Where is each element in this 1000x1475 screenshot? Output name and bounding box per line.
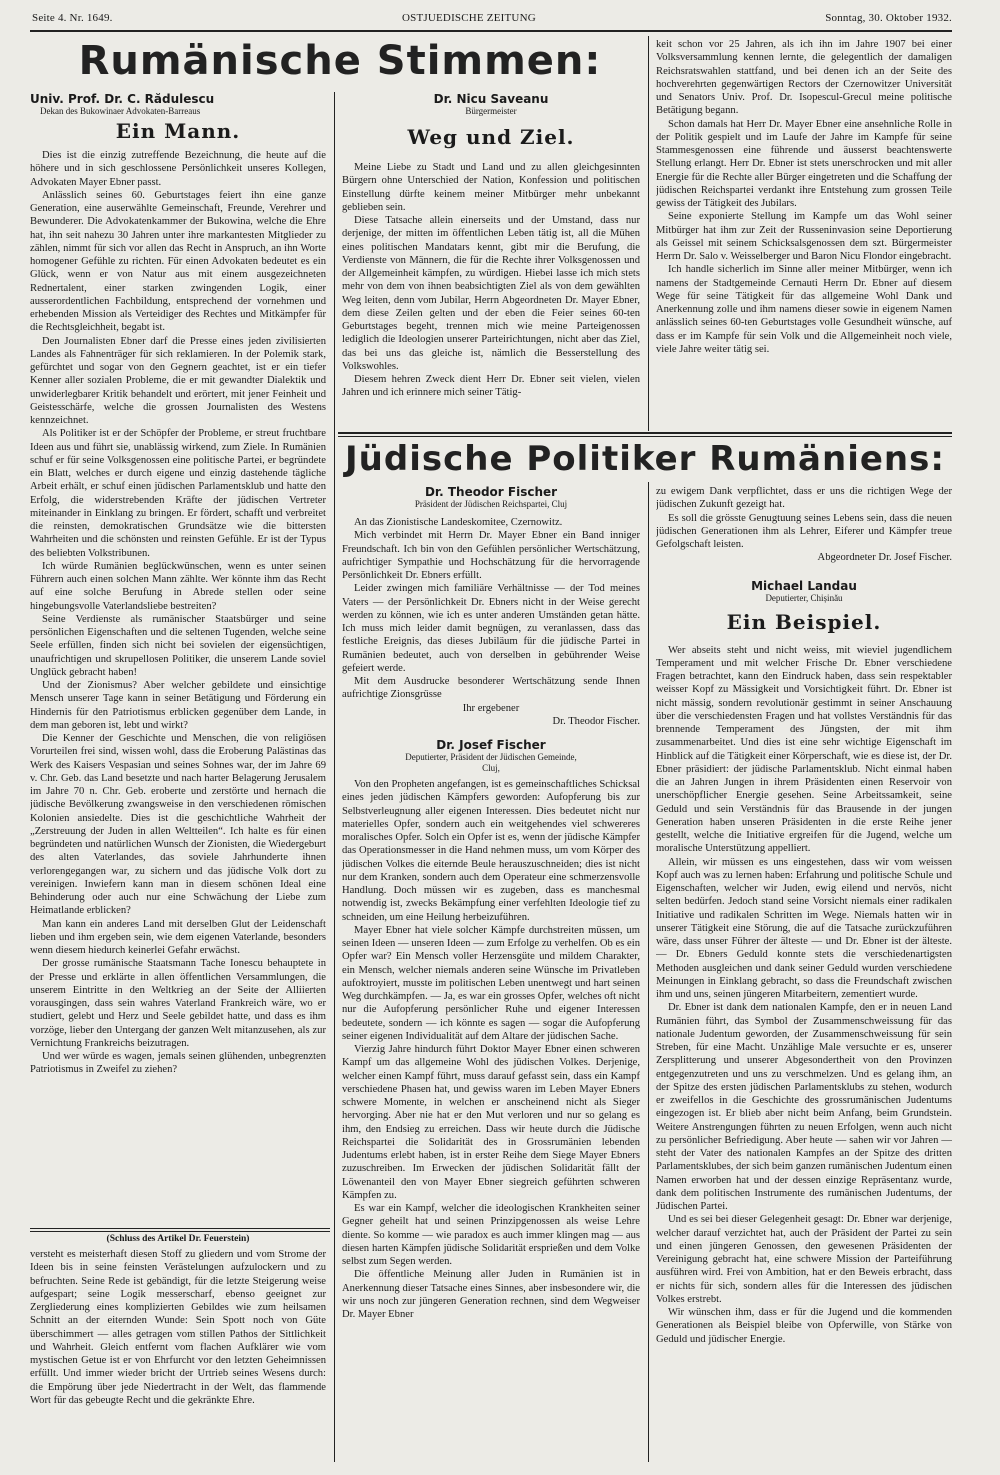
paragraph: Seine exponierte Stellung im Kampfe um das Wohl seiner Mitbürger hat ihm zur Zeit der Russeninvasion seine Deportierung als Geissel mit seinem Schicksalsgenossen dem szt. Bürgermeister Herrn Dr. Salo v. Weisselberger und Baron Nicu Flondor eingebracht. [656, 211, 952, 262]
paragraph: Diesem hehren Zweck dient Herr Dr. Ebner seit vielen, vielen Jahren und ich erinnere mich seiner Tätig- [342, 374, 640, 399]
header-right: Sonntag, 30. Oktober 1932. [825, 12, 952, 24]
letter-closing: Ihr ergebener [462, 702, 520, 714]
paragraph: versteht es meisterhaft diesen Stoff zu gliedern und vom Strome der Ideen bis in seine feinsten Verästelungen aufzulockern und zu befruchten. Seine Rede ist gebändigt, für die letzte Steigerung weise aufgespart; seine Logik messerscharf, ebenso geeignet zur Zergliederung eines komplizierten Gebildes wie zum heilsamen Schnitt an der eiternden Wunde: Sein Spott noch von Güte überschimmert — alles getragen vom stillen Pathos der Sittlichkeit und Wahrheit. Gleich entfernt vom flachen Aufklärer wie vom mystischen Getue ist er von Ehrfurcht vor den letzten Geheimnissen erfüllt. Und immer wieder bricht der Urtrieb seines Wesens durch: die Empörung über jede Niedertracht in der Welt, das flammende Wort für das gebeugte Recht und die gekränkte Ehre. [30, 1249, 326, 1406]
page-header [32, 12, 952, 32]
article-title: Ein Mann. [115, 119, 241, 143]
article-title: Weg und Ziel. [407, 125, 575, 149]
paragraph: keit schon vor 25 Jahren, als ich ihn im Jahre 1907 bei einer Volksversammlung kennen lernte, die gelegentlich der damaligen Reichsratswahlen stattfand, und bei denen ich an der Seite des hochverehrten gegenwärtigen Rectors der Czernowitzer Universität und Senators Univ. Prof. Dr. Isopescul-Grecul meine politische Betätigung begann. [656, 39, 952, 117]
paragraph: Die öffentliche Meinung aller Juden in Rumänien ist in Anerkennung dieser Tatsache eines Sinnes, aber insbesondere wir, die wir uns noch zur jüngeren Generation rechnen, sind dem Wegweiser Dr. Mayer Ebner [342, 1269, 640, 1320]
author-role: Dekan des Bukowinaer Advokaten-Barreaus [40, 106, 201, 116]
paragraph: Und es sei bei dieser Gelegenheit gesagt: Dr. Ebner war derjenige, welcher darauf verzichtet hat, auch der Präsident der Partei zu sein und einen jüngeren Genossen, den gewesenen Präsidenten der Vereinigung gebracht hat, eine schwere Mission der Parteiführung ausführen wird. Frei von Ambition, hat er den Beweis erbracht, dass er nichts für sich, sondern alles für die Interessen des jüdischen Volkes erstrebt. [656, 1214, 952, 1305]
top-banner: Rumänische Stimmen: [78, 38, 602, 84]
article-saveanu [342, 92, 640, 427]
header-center: OSTJUEDISCHE ZEITUNG [402, 12, 536, 24]
note-label: (Schluss des Artikel Dr. Feuerstein) [106, 1234, 250, 1244]
letter-signature: Dr. Theodor Fischer. [552, 715, 640, 727]
paragraph: Von den Propheten angefangen, ist es gemeinschaftliches Schicksal eines jeden jüdischen Kämpfers geworden: Aufopferung bis zur Selbstverleugnung aller eigenen Interessen. Dies bedeutet nicht nur materielles Opfer, sondern auch ein weitgehendes viel schwereres moralisches Opfer. Solch ein Opfer ist es, wenn der jüdische Kämpfer das Operationsmesser in die Hand nehmen muss, um vom Körper des jüdischen Volkes die eiternde Beule herauszuschneiden; dies ist nicht nur dem Kranken, sondern auch dem Operateur eine schmerzensvolle Handlung. Doch müssen wir es zugeben, dass es manchesmal notwendig ist, zwecks Bekämpfung einer verfehlten Ideologie tief zu schneiden, um eine Heilung herbeizuführen. [342, 779, 640, 923]
section-rule [338, 432, 952, 434]
bottom-banner: Jüdische Politiker Rumäniens: [345, 439, 945, 479]
author-name: Dr. Theodor Fischer [424, 485, 558, 499]
paragraph: An das Zionistische Landeskomitee, Czernowitz. [354, 517, 563, 528]
paragraph: Der grosse rumänische Staatsmann Tache Ionescu behauptete in der Presse und erklärte in allen öffentlichen Versammlungen, die unserem Eintritte in den Weltkrieg an der Seite der Alliierten vorausgingen, dass sein wahres Vaterland Frankreich wäre, wo er studiert, gelebt und Herz und Seele gebildet hatte, und dass es ihm vorzöge, lieber den Untergang der ganzen Welt mitanzusehen, als zur Vernichtung Frankreichs beizutragen. [30, 958, 326, 1049]
paragraph: Schon damals hat Herr Dr. Mayer Ebner eine ansehnliche Rolle in der Politik gespielt und im Laufe der Jahre im Kampfe für seine Stammesgenossen eine führende und äusserst beachtenswerte Stellung erlangt. Herr Dr. Ebner ist stets unerschrocken und mit aller Energie für die Rechte aller Bürger eingetreten und die Schaffung der jüdischen Reichspartei verdankt ihre Entstehung zum grossen Teile gewiss der Tätigkeit des Jubilars. [656, 118, 952, 209]
paragraph: Ich würde Rumänien beglückwünschen, wenn es unter seinen Führern auch einen solchen Mann zählte. Wer könnte ihm das Recht auf eine solche Berufung in Abrede stellen oder seine hingebungsvolle Vaterlandsliebe bestreiten? [30, 560, 326, 612]
header-left: Seite 4. Nr. 1649. [32, 12, 113, 24]
paragraph: Meine Liebe zu Stadt und Land und zu allen gleichgesinnten Bürgern ohne Unterschied der Nation, Konfession und politischen Einstellung dürfte keinem meiner Mitbürger mehr unbekannt geblieben sein. [342, 162, 640, 213]
paragraph: Seine Verdienste als rumänischer Staatsbürger und seine persönlichen Eigenschaften und die seltenen Tugenden, welche seine Seele erfüllen, finden sich nicht bei sovielen der eigensüchtigen, unaufrichtigen und skrupellosen Politiker, die unserem Lande soviel Unglück gebracht haben! [30, 613, 326, 678]
article-landau [656, 485, 952, 1460]
paragraph: Mayer Ebner hat viele solcher Kämpfe durchstreiten müssen, um seinen Ideen — unseren Ideen — zum Erfolge zu verhelfen. Ob es ein Opfer war? Ein Mensch voller Herzensgüte und mildem Charakter, ein Mensch, welcher niemals anderen seine Wünsche im Privatleben aufoktroyiert, musste im politischen Leben unentwegt und hart seinen Weg durchkämpfen. — Ja, es war ein grosses Opfer, welches oft nicht nur die Aufopferung persönlicher Ruhe und eigener Interessen bedeutete, sondern — ich könnte es sagen — sogar die Aufopferung seiner eigenen Individualität auf dem Altare der jüdischen Sache. [342, 924, 640, 1042]
paragraph: Als Politiker ist er der Schöpfer der Probleme, er streut fruchtbare Ideen aus und führt sie, unablässig wirkend, zum Ziele. In Rumänien schuf er für seine Volksgenossen eine politische Partei, er begründete ein Blatt, welches er durch eigene und einzig dastehende tägliche Arbeit erhält, er schuf einen jüdischen Parlamentsklub und hatte den Erfolg, die widerstrebenden Kräfte der jüdischen Vertreter miteinander in Einklang zu bringen. Er fördert, schafft und verbreitet die reinsten, demokratischen Grundsätze wie die bittersten Wahrheiten und die schönsten und reinsten Gefühle. Er ist der Typus des beliebten Volkstribunen. [30, 428, 326, 559]
author-role: Bürgermeister [465, 106, 517, 116]
column-divider [334, 92, 335, 1462]
paragraph: Anlässlich seines 60. Geburtstages feiert ihn eine ganze Generation, eine auserwählte Gemeinschaft, Freunde, Verehrer und Bewunderer. Die Advokatenkammer der Bukowina, welche die Ehre hat, ihn seit nahezu 30 Jahren unter ihre markantesten Mitglieder zu zählen, nimmt für sich vor allen das Recht in Anspruch, an ihn Worte homogener Gefühle zu richten. Für einen Advokaten bedeutet es ein Glück, wenn er von Natur aus mit einem ausgezeichneten Rednertalent, einer starken zwingenden Logik, einer ausserordentlichen Fachbildung, entsprechend der vornehmen und erhebenden Mission als Verteidiger des Rechtes und Mitkämpfer für die Rechtsgleichheit, begabt ist. [30, 189, 326, 334]
article-title: Ein Beispiel. [726, 609, 882, 634]
header-rule [30, 30, 952, 32]
paragraph: Die Kenner der Geschichte und Menschen, die von religiösen Vorurteilen frei sind, wissen wohl, dass die Eroberung Palästinas das Werk des Kaisers Vespasian und seines Sohnes war, der im Jahre 69 v. Chr. Geb. das Land besetzte und nach harter Belagerung Jerusalem im Jahre 70 n. Chr. Geb. eroberte und zerstörte und hernach die jüdische Bevölkerung zwangsweise in den verschiedenen römischen Kolonien ansiedelte. Dies ist die geschichtliche Wahrheit der „Zerstreuung der Juden in allen Weltteilen“. Ich halte es für einen begründeten und natürlichen Wunsch der Zionisten, die Wiedergeburt des alten Vaterlandes, das soviele Jahrhunderte ihnen verlorengegangen war, zu sichern und das jüdische Volk dort zu vereinigen. Inwiefern kann man in diesem schönen Ideal eine Behinderung oder auch nur eine Schwächung der Liebe zum Heimatlande erblicken? [30, 733, 326, 917]
section-rule [30, 1228, 330, 1229]
column-divider [648, 36, 649, 431]
article-fischer [342, 485, 640, 1460]
paragraph: Mit dem Ausdrucke besonderer Wertschätzung sende Ihnen aufrichtige Zionsgrüsse [342, 676, 640, 701]
author-name: Dr. Josef Fischer [436, 738, 546, 752]
paragraph: Es war ein Kampf, welcher die ideologischen Krankheiten seiner Gegner geheilt hat und seinen Prinzipgenossen als weise Lehre diente. So komme — wie paradox es auch immer klingen mag — aus diesen harten Kämpfen jüdische Solidarität ersprießen und dem Volke selbst zum Segen werden. [342, 1203, 640, 1267]
paragraph: Dr. Ebner ist dank dem nationalen Kampfe, den er in neuen Land Rumänien führt, das Symbol der Zusammenschweissung für das nationale Judentum geworden, der Zusammenschweissung für sein Streben, für eine Macht. Unzählige Male versuchte er es, unserer Zersplitterung und unserer Abgesondertheit von den Provinzen entgegenzutreten und uns zu verschmelzen. Und es gelang ihm, an der Spitze des ersten jüdischen Parlamentsklubs zu stehen, wodurch er zweifellos in die Geschichte des grossrumänischen Judentums eingezogen ist. Er blieb aber nicht beim Anfang, beim Grundstein. Weitere Anstrengungen führten zu neuen Erfolgen, wenn auch nicht zu persönlicher Befriedigung. Aber heute — sahen wir vor Jahren — steht der Vater des nationalen Kampfes an der Spitze des dritten Parlamentsklubes, der sich beim ganzen rumänischen Judentum einen Namen erworben hat und der dessen einzige Repräsentanz wurde, dank dem politischen Instrumente des rumänischen Judentums, der Jüdischen Partei. [656, 1002, 952, 1212]
article-saveanu-continued [656, 38, 952, 428]
author-name: Dr. Nicu Saveanu [433, 92, 549, 106]
paragraph: Es soll die grösste Genugtuung seines Lebens sein, dass die neuen jüdischen Generationen ihm als Lehrer, Eiferer und Kämpfer treue Gefolgschaft leisten. [656, 512, 952, 550]
section-rule [30, 1231, 330, 1232]
paragraph: Leider zwingen mich familiäre Verhältnisse — der Tod meines Vaters — der Persönlichkeit Dr. Ebners nicht in der Weise gerecht werden zu können, wie ich es unter anderen Umständen getan hätte. Ich muss mich leider damit begnügen, zu veranlassen, dass das festliche Ereignis, das dieses Jubiläum für die jüdische Partei in Rumänien bedeutet, auch von derselben in gebührender Weise gefeiert werde. [342, 583, 640, 674]
paragraph: Wir wünschen ihm, dass er für die Jugend und die kommenden Generationen als Beispiel bleibe von Opferwille, von Stärke von Geduld und jüdischer Energie. [656, 1307, 952, 1345]
paragraph: Vierzig Jahre hindurch führt Doktor Mayer Ebner einen schweren Kampf um das allgemeine Wohl des jüdischen Volkes. Derjenige, welcher einen Kampf führt, muss darauf gefasst sein, dass ein Kampf verschiedene Phasen hat, und gewiss waren im Leben Mayer Ebners schwere Momente, in welchen er anscheinend nicht als Sieger hervorging. Aber nie hat er den Mut verloren und nur so gelang es ihm, den Endsieg zu erreichen. Dass wir heute durch die Jüdische Reichspartei die Solidarität des in Grossrumänien lebenden Judentums erlebt haben, ist in erster Reihe dem Siege Mayer Ebners zuzuschreiben. Im Erwecken der jüdischen Solidarität fällt der Löwenanteil den von Mayer Ebner siegreich geführten schweren Kämpfen zu. [342, 1044, 640, 1201]
closing-note [30, 1234, 326, 1459]
paragraph: Und wer würde es wagen, jemals seinen glühenden, unbegrenzten Patriotismus in Zweifel zu ziehen? [30, 1051, 326, 1076]
paragraph: Allein, wir müssen es uns eingestehen, dass wir vom weissen Kopf auch was zu lernen haben: Erfahrung und politische Schule und Eigenschaften, welcher wir Juden, ewig eilend und nervös, nicht selten bedürfen. Jedoch stand seine Vorsicht niemals einer radikalen Initiative und radikalen Schritten im Wege. Niemals hatten wir in unserer Tätigkeit eine Störung, die auf die Tatsache zurückzuführen wäre, dass unser Führer der älteste — und Dr. Ebner ist der älteste. — Dr. Ebners Geduld konnte stets die verschiedenartigsten Methoden ausgleichen und dank seiner Geduld wurden verschiedene Meinungen in Einklang gebracht, so dass die Freundschaft zwischen ihm und uns, seinen jüngeren Mitarbeitern, zementiert wurde. [656, 856, 952, 1000]
author-role: Deputierter, Präsident der Jüdischen Gemeinde, Cluj, [405, 752, 577, 773]
paragraph: Und der Zionismus? Aber welcher gebildete und einsichtige Mensch unserer Tage kann in seiner Betätigung und Förderung ein Hindernis für den Patriotismus erblicken gegenüber dem Lande, in dem man geboren ist, lebt und wirkt? [30, 680, 326, 731]
article-radulescu [30, 92, 326, 1157]
author-role: Deputierter, Chișinău [765, 592, 843, 603]
paragraph: Dies ist die einzig zutreffende Bezeichnung, die heute auf die höhere und in sich geschlossene Persönlichkeit unseres Kollegen, Advokaten Mayer Ebner passt. [30, 150, 326, 188]
signature: Abgeordneter Dr. Josef Fischer. [817, 552, 952, 564]
paragraph: Diese Tatsache allein einerseits und der Umstand, dass nur derjenige, der mitten im öffentlichen Leben tätig ist, all die Mühen eines politischen Mandatars kennt, gibt mir die Berufung, die Verdienste von Männern, die für die Rechte ihrer Volksgenossen und der Allgemeinheit kämpfen, zu würdigen. Hiebei lasse ich mich stets mehr von dem von ihnen beabsichtigten Ziel als von dem gewählten Weg leiten, denn vom Jubilar, Herrn Abgeordneten Dr. Mayer Ebner, dem diese Zeilen gelten und der eben die Feier seines 60-ten Geburtstages begeht, trennen mich wie meine Parteigenossen lediglich die Ideologien unserer Parteirichtungen, nicht aber das Ziel, das bei uns das gleiche ist, nämlich die Besserstellung des Volkswohles. [342, 215, 640, 372]
author-name: Univ. Prof. Dr. C. Rădulescu [30, 92, 215, 106]
paragraph: Wer abseits steht und nicht weiss, mit wieviel jugendlichem Temperament und mit welcher Frische Dr. Ebner verschiedene Fragen betrachtet, kann den Eindruck haben, dass sein respektabler weisser Kopf zu Mässigkeit und Vorsichtigkeit führt. Dr. Ebner ist nicht mässig, sondern revolutionär gestimmt in seiner Anschauung über die verschiedensten Fragen und hat vollstes Verständnis für das brennende Temperament des Jüngsten, der mit ihm zusammenarbeitet. Und dies ist eine sehr wichtige Eigenschaft im Hinblick auf die Tätigkeit einer Körperschaft, wie es diese ist, der Dr. Ebner präsidiert: der jüdische Parlamentsklub. Nicht einmal haben die an Jahren Jungen in ihrem Präsidenten einen Reservoir von unerschöpflicher Energie gesehen. Seine Arbeitssamkeit, seine Geduld und sein Verständnis für das Brausende in der jungen Generation haben unseren Präsidenten in die erste Reihe jener gestellt, welche die Initiative ergreifen für die Jugend, welche um moralische Unterstützung appelliert. [656, 644, 952, 855]
author-name: Michael Landau [751, 578, 857, 593]
column-divider [648, 482, 649, 1462]
paragraph: Den Journalisten Ebner darf die Presse eines jeden zivilisierten Landes als Fahnenträger für sich reklamieren. In der Polemik stark, gefürchtet und sogar von den Gegnern geachtet, ist er ein tiefer Kenner aller sozialen Probleme, die er mit gewandter Dialektik und unwiderlegbarer Kritik behandelt und erörtert, mit jener Feinheit und Geistesschärfe, welche die grossen Journalisten des Westens kennzeichnet. [30, 335, 326, 426]
paragraph: Mich verbindet mit Herrn Dr. Mayer Ebner ein Band inniger Freundschaft. Ich bin von den Gefühlen persönlicher Wertschätzung, aufrichtiger Sympathie und Hochschätzung für die hervorragende Persönlichkeit Dr. Ebners erfüllt. [342, 530, 640, 581]
author-role: Präsident der Jüdischen Reichspartei, Cluj [414, 499, 568, 509]
paragraph: zu ewigem Dank verpflichtet, dass er uns die richtigen Wege der jüdischen Zukunft gezeigt hat. [656, 486, 952, 511]
paragraph: Man kann ein anderes Land mit derselben Glut der Leidenschaft lieben und ihm ergeben sein, wie dem eigenen Vaterlande, besonders wenn diesem hiedurch keinerlei Gefahr erwächst. [30, 918, 326, 956]
section-rule [338, 436, 952, 437]
paragraph: Ich handle sicherlich im Sinne aller meiner Mitbürger, wenn ich namens der Stadtgemeinde Cernauti Herrn Dr. Ebner auf diesem Wege für seine Tätigkeit für das allgemeine Wohl Dank und Anerkennung zolle und ihm namens dieser sowie in eigenem Namen anlässlich seines 60-ten Geburtstages volle Gesundheit wünsche, auf dass er im Kampfe für sein Volk und die Allgemeinheit noch viele, viele Jahre weiter tätig sei. [656, 264, 952, 355]
